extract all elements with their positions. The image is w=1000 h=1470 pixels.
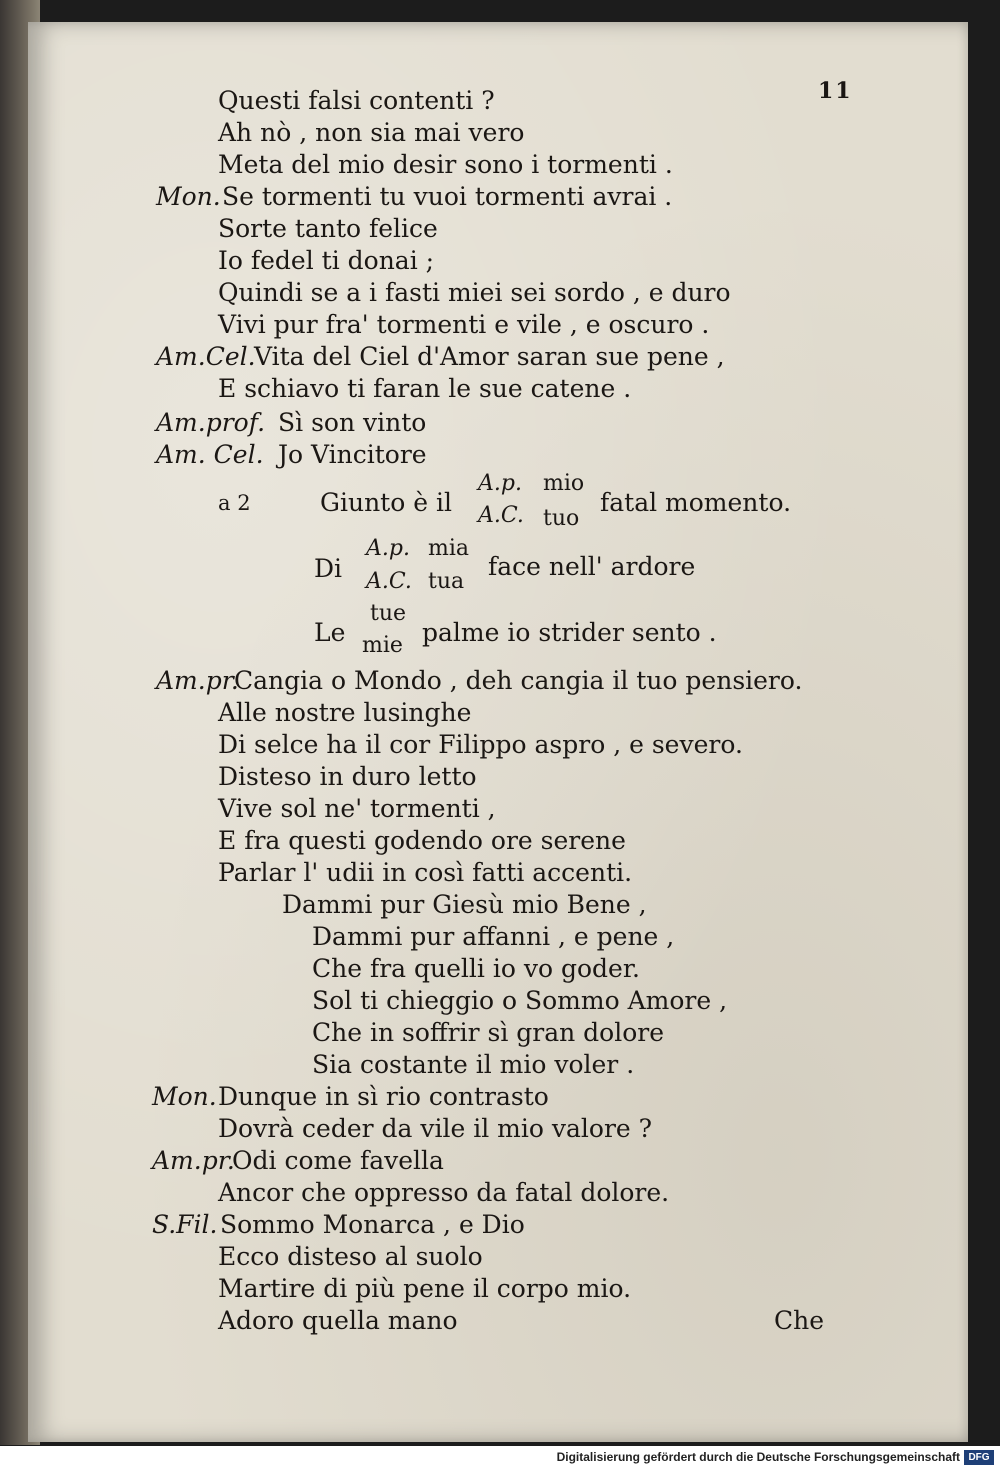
duet-word: tue	[370, 601, 407, 626]
song-line: Dammi pur Giesù mio Bene ,	[282, 890, 647, 919]
verse-text: Ah nò , non sia mai vero	[218, 118, 525, 147]
duet-speaker: A.p.	[366, 536, 410, 561]
duet-text: fatal momento.	[600, 488, 792, 517]
verse-text: Ancor che oppresso da fatal dolore.	[218, 1178, 670, 1207]
verse-text: Sì son vinto	[278, 408, 427, 437]
verse-text: Vita del Ciel d'Amor saran sue pene ,	[254, 342, 725, 371]
digitization-footer	[0, 1446, 1000, 1470]
speaker-label: Am.prof.	[156, 408, 266, 437]
verse-text: E fra questi godendo ore serene	[218, 826, 626, 855]
verse-text: Questi falsi contenti ?	[218, 86, 495, 115]
duet-word: tua	[428, 569, 465, 594]
duet-text: Le	[314, 618, 346, 647]
song-line: Che fra quelli io vo goder.	[312, 954, 640, 983]
duet-text: face nell' ardore	[488, 552, 696, 581]
speaker-label: Am. Cel.	[156, 440, 264, 469]
verse-text: Quindi se a i fasti miei sei sordo , e duro	[218, 278, 731, 307]
speaker-label: Mon.	[156, 182, 221, 211]
verse-text: Dunque in sì rio contrasto	[218, 1082, 549, 1111]
footer-credit: Digitalisierung gefördert durch die Deutsche Forschungsgemeinschaft	[556, 1450, 960, 1464]
duet-speaker: A.C.	[366, 569, 412, 594]
verse-text: Adoro quella mano	[218, 1306, 458, 1335]
duet-speaker: A.p.	[478, 471, 522, 496]
verse-text: Dovrà ceder da vile il mio valore ?	[218, 1114, 653, 1143]
verse-text: E schiavo ti faran le sue catene .	[218, 374, 632, 403]
verse-text: Cangia o Mondo , deh cangia il tuo pensiero.	[234, 666, 803, 695]
catchword: Che	[774, 1306, 825, 1335]
duet-word: mie	[362, 633, 403, 658]
song-line: Dammi pur affanni , e pene ,	[312, 922, 675, 951]
duet-text: Di	[314, 554, 343, 583]
duet-marker: a 2	[218, 491, 251, 515]
song-line: Sol ti chieggio o Sommo Amore ,	[312, 986, 728, 1015]
verse-text: Se tormenti tu vuoi tormenti avrai .	[222, 182, 673, 211]
duet-speaker: A.C.	[478, 503, 524, 528]
verse-text: Sorte tanto felice	[218, 214, 438, 243]
song-line: Sia costante il mio voler .	[312, 1050, 635, 1079]
speaker-label: Mon.	[152, 1082, 217, 1111]
duet-word: mio	[543, 471, 585, 496]
speaker-label: Am.pr.	[152, 1146, 235, 1175]
speaker-label: Am.pr.	[156, 666, 239, 695]
verse-text: Disteso in duro letto	[218, 762, 477, 791]
verse-text: Ecco disteso al suolo	[218, 1242, 483, 1271]
verse-text: Meta del mio desir sono i tormenti .	[218, 150, 673, 179]
verse-text: Sommo Monarca , e Dio	[220, 1210, 525, 1239]
song-line: Che in soffrir sì gran dolore	[312, 1018, 665, 1047]
duet-text: Giunto è il	[320, 488, 452, 517]
duet-word: tuo	[543, 506, 580, 531]
verse-text: Martire di più pene il corpo mio.	[218, 1274, 632, 1303]
speaker-label: S.Fil.	[152, 1210, 218, 1239]
verse-text: Jo Vincitore	[278, 440, 427, 469]
verse-text: Io fedel ti donai ;	[218, 246, 435, 275]
speaker-label: Am.Cel.	[156, 342, 256, 371]
duet-word: mia	[428, 536, 470, 561]
verse-text: Vivi pur fra' tormenti e vile , e oscuro .	[218, 310, 710, 339]
verse-text: Vive sol ne' tormenti ,	[218, 794, 496, 823]
verse-text: Di selce ha il cor Filippo aspro , e severo.	[218, 730, 743, 759]
page-number: 11	[818, 78, 853, 104]
book-page	[28, 22, 968, 1442]
verse-text: Alle nostre lusinghe	[218, 698, 472, 727]
verse-text: Parlar l' udii in così fatti accenti.	[218, 858, 633, 887]
verse-text: Odi come favella	[232, 1146, 444, 1175]
duet-text: palme io strider sento .	[422, 618, 717, 647]
dfg-logo: DFG	[964, 1450, 994, 1465]
